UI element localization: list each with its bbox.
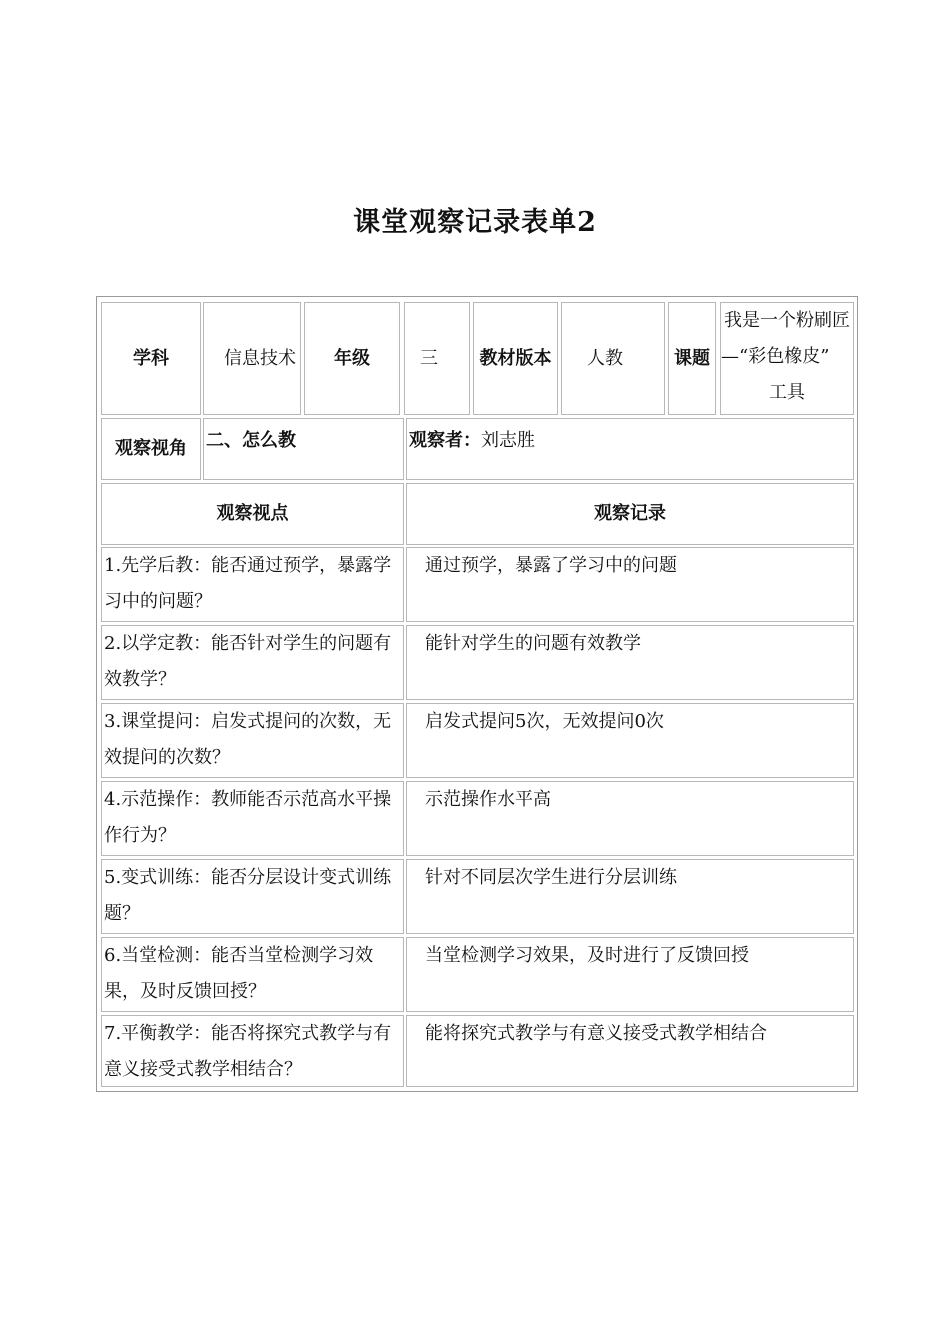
header-observation-point: 观察视点: [101, 483, 404, 545]
table-row-2-record: 能针对学生的问题有效教学: [406, 625, 854, 700]
table-row-3-record: 启发式提问5次，无效提问0次: [406, 703, 854, 778]
perspective-value: 二、怎么教: [203, 418, 404, 480]
table-row-5-record: 针对不同层次学生进行分层训练: [406, 859, 854, 934]
perspective-label: 观察视角: [101, 418, 201, 480]
observation-table: [96, 296, 858, 1092]
table-row-6-record: 当堂检测学习效果，及时进行了反馈回授: [406, 937, 854, 1012]
table-row-7-record: 能将探究式教学与有意义接受式教学相结合: [406, 1015, 854, 1087]
topic-value: [720, 302, 854, 415]
edition-label: 教材版本: [473, 302, 558, 415]
grade-label: 年级: [304, 302, 400, 415]
edition-value: 人教: [561, 302, 665, 415]
table-row-1-point: 1.先学后教：能否通过预学，暴露学习中的问题？: [101, 547, 404, 622]
subject-label: 学科: [101, 302, 201, 415]
observer-label: 观察者：: [409, 430, 481, 451]
topic-line-3: 工具: [769, 382, 805, 403]
table-row-3-point: 3.课堂提问：启发式提问的次数，无效提问的次数？: [101, 703, 404, 778]
grade-value: 三: [404, 302, 470, 415]
page-title: 课堂观察记录表单2: [353, 207, 597, 238]
table-row-4-point: 4.示范操作：教师能否示范高水平操作行为？: [101, 781, 404, 856]
table-row-4-record: 示范操作水平高: [406, 781, 854, 856]
header-observation-record: 观察记录: [406, 483, 854, 545]
table-row-1-record: 通过预学，暴露了学习中的问题: [406, 547, 854, 622]
table-row-2-point: 2.以学定教：能否针对学生的问题有效教学？: [101, 625, 404, 700]
table-row-7-point: 7.平衡教学：能否将探究式教学与有意义接受式教学相结合？: [101, 1015, 404, 1087]
subject-value: 信息技术: [203, 302, 301, 415]
topic-line-1: 我是一个粉刷匠: [724, 310, 850, 331]
observer-name: 刘志胜: [481, 430, 535, 451]
topic-label: 课题: [668, 302, 716, 415]
table-row-5-point: 5.变式训练：能否分层设计变式训练题？: [101, 859, 404, 934]
observer-cell: [406, 418, 854, 480]
table-row-6-point: 6.当堂检测：能否当堂检测学习效果，及时反馈回授？: [101, 937, 404, 1012]
topic-line-2: —“彩色橡皮”: [721, 346, 830, 367]
